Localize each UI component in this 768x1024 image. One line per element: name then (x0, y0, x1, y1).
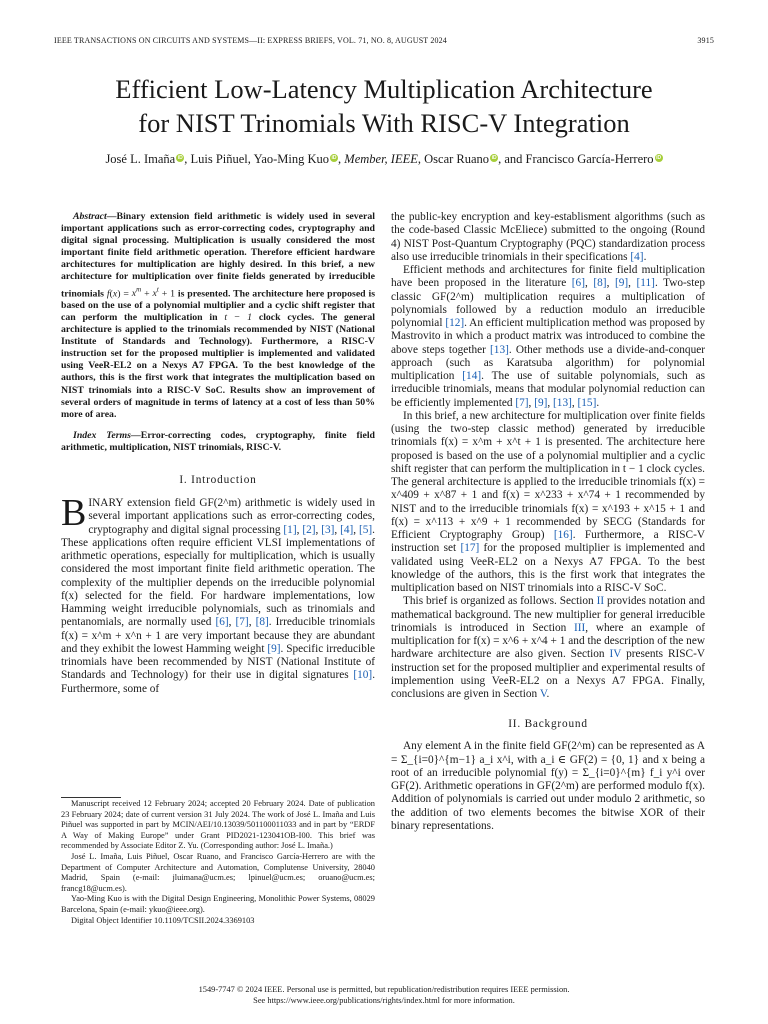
author-name: Yao-Ming Kuo (253, 152, 330, 166)
copyright-line: 1549-7747 © 2024 IEEE. Personal use is permitted, but republication/redistribution requires IEEE permission. (198, 985, 570, 994)
section-link[interactable]: II (596, 595, 605, 608)
index-terms (61, 430, 375, 454)
footnote-doi: Digital Object Identifier 10.1109/TCSII.2024.3369103 (71, 915, 255, 925)
intro-text: . Furthermore, some of (61, 669, 376, 695)
drop-cap: B (61, 492, 87, 535)
author-name: José L. Imaña (105, 152, 176, 166)
orcid-icon[interactable]: iD (656, 155, 662, 161)
running-head (54, 36, 714, 50)
footnote-manuscript: Manuscript received 12 February 2024; accepted 20 February 2024. Date of publication 23 February 2024; date of current version 31 July 2024. The work of José L. Imaña and Luis Piñuel was supported in part by MCIN/AEI/10.13039/501100011033 and in part by “ERDF A Way of Making Europe” under Grant PID2021-123041OB-I00. This brief was recommended by Associate Editor Z. Yu. (Corresponding author: José L. Imaña.) (61, 799, 375, 851)
citation-link[interactable]: [4] (630, 250, 644, 263)
body-text: In this brief, a new architecture for multiplication over finite fields (using the two-step classic method) generated by irreducible trinomials f(x) = x^m + x^t + 1 is presented. The architecture here proposed is based on the use of a polynomial multiplier and a cyclic shift register that can perform the multiplication in t − 1 clock cycles. The general architecture is applied to the irreducible trinomials f(x) = x^409 + x^87 + 1 and f(x) = x^233 + x^74 + 1 recommended by NIST and to the irreducible trinomials f(x) = x^193 + x^15 + 1 and f(x) = x^113 + x^9 + 1 recommended by SECG (Standards for Efficient Cryptography Group) (391, 409, 705, 541)
abstract-label: Abstract— (73, 211, 117, 222)
paper-title (40, 72, 728, 140)
body-paragraph: This brief is organized as follows. Section II provides notation and mathematical background. The new multiplier for general irreducible trinomials is introduced in Section III, where an example of multiplication for f(x) = x^6 + x^4 + 1 and the description of the new hardware architecture are also given. Section IV presents RISC-V instruction set for the proposed multiplier and experimental results of implemention using VeeR-EL2 on a Nexys A7 FPGA. Finally, conclusions are given in Section V. (391, 595, 706, 700)
abstract: Abstract—Binary extension field arithmetic is widely used in several important applications such as error-correcting codes, cryptography and digital signal processing. Multiplication is usually considered the most important finite field arithmetic operation. Therefore efficient hardware architectures for multiplication are highly desired. In this brief, a new architecture for multiplication over finite fields generated by irreducible trinomials $f(x) = x^m + x^t + 1$ is presented. The architecture here proposed is based on the use of a polynomial multiplier and a cyclic shift register that can perform the multiplication in t − 1 clock cycles. The general architecture is applied to the trinomials recommended by NIST (National Institute of Standards and Technology). Furthermore, a RISC-V instruction set for the proposed multiplier is implemented and validated using VeeR-EL2 on a Nexys A7 FPGA. To the best knowledge of the authors, this is the first work that integrates the multiplication based on NIST trinomials into a RISC-V SoC. Results show an improvement of several orders of magnitude in terms of latency at a cost of less than 50% more of area. (61, 211, 376, 420)
citation-link[interactable]: [9] (534, 396, 548, 409)
citation-link[interactable]: [2] (302, 523, 316, 536)
body-text: . The use of suitable polynomials, such as irreducible trinomials, means that modular polynomial reduction can be efficiently implemented (391, 370, 706, 409)
body-text: the public-key encryption and key-establisment algorithms (such as the code-based Classic McEliece) submitted to the ongoing (Round 4) NIST Post-Quantum Cryptography (PQC) standardization process also use irreducible trinomials in their specifications (391, 211, 705, 263)
body-text: , where an example of multiplication for f(x) = x^6 + x^4 + 1 and the description of the new hardware architecture are also given. Section (391, 621, 705, 661)
body-paragraph (391, 410, 705, 596)
author-name: Luis Piñuel (190, 152, 248, 166)
abstract-text-3: clock cycles. The general architecture is applied to the trinomials recommended by NIST (National Institute of Standards and Technology). Furthermore, a RISC-V instruction set for the proposed multiplier is implemented and validated using VeeR-EL2 on a Nexys A7 FPGA. To the best knowledge of the authors, this is the first work that integrates the multiplication based on NIST trinomials into a RISC-V SoC. Results show an improvement of several orders of magnitude in terms of latency at a cost of less than 50% more of area. (61, 312, 375, 420)
body-text: presents RISC-V instruction set for the proposed multiplier and experimental results of implemention using VeeR-EL2 on a Nexys A7 FPGA. Finally, conclusions are given in Section (391, 648, 706, 700)
citation-link[interactable]: [13] (553, 396, 572, 409)
citation-link[interactable]: [14] (462, 370, 482, 382)
citation-link[interactable]: [9] (614, 277, 629, 290)
body-text: . Furthermore, a RISC-V instruction set (391, 529, 706, 555)
body-text: This brief is organized as follows. Section (403, 595, 594, 608)
citation-link[interactable]: [11] (636, 277, 655, 290)
orcid-icon[interactable]: iD (331, 155, 337, 161)
orcid-icon[interactable]: iD (491, 155, 497, 161)
copyright-footer (40, 984, 728, 1006)
body-text: . Other methods use a divide-and-conquer approach (such as Karatsuba algorithm) for polynomial multiplication (391, 343, 705, 382)
footnote-affiliation-2: Yao-Ming Kuo is with the Digital Design Engineering, Monolithic Power Systems, 08029 Barcelona, Spain (e-mail: ykuo@ieee.org). (61, 894, 375, 914)
citation-link[interactable]: [16] (553, 529, 573, 541)
footnote-rule (61, 797, 121, 798)
intro-text: . Specific irreducible trinomials have been recommended by NIST (National Institute of Standards and Technology) for their use in digital signatures (61, 642, 375, 682)
citation-link[interactable]: [1] (283, 523, 297, 536)
citation-link[interactable]: [5] (358, 523, 373, 536)
body-text: for the proposed multiplier is implemented and validated using VeeR-EL2 on a Nexys A7 FPGA. To the best knowledge of the authors, this is the first work that integrates the multiplication based on NIST trinomials into a RISC-V SoC. (391, 542, 705, 594)
footnote-affiliation: José L. Imaña, Luis Piñuel, Oscar Ruano, and Francisco García-Herrero are with the Department of Computer Architecture and Automation, Complutense University, 28040 Madrid, Spain (e-mail: jluimana@ucm.es; lpinuel@ucm.es; oruano@ucm.es; francg18@ucm.es). (61, 851, 375, 893)
right-column (391, 211, 705, 833)
body-text: provides notation and mathematical background. The new multiplier for general irreducible trinomials is introduced in Section (391, 595, 706, 634)
citation-link[interactable]: [15] (577, 396, 597, 409)
citation-link[interactable]: [8] (255, 616, 269, 629)
author-list: José L. Imaña iD , Luis Piñuel, Yao-Ming Kuo iD , Member, IEEE, Oscar Ruano iD , and Francisco García-Herrero iD (105, 152, 662, 166)
citation-link[interactable]: [6] (215, 616, 229, 629)
body-text: . Two-step classic GF(2^m) multiplication requires a multiplication of polynomials followed by a reduction modulo an irreducible polynomial (391, 277, 705, 329)
body-text: . An efficient multiplication method was proposed by Mastrovito in which a product matrix was introduced to combine the above steps together (391, 317, 705, 356)
journal-name: IEEE TRANSACTIONS ON CIRCUITS AND SYSTEMS—II: EXPRESS BRIEFS, VOL. 71, NO. 8, AUGUST 2024 (54, 36, 447, 45)
body-paragraph: Any element A in the finite field GF(2^m) can be represented as A = Σ_{i=0}^{m−1} a_i x^i, with a_i ∈ GF(2) = {0, 1} and x being a root of an irreducible polynomial f(y) = Σ_{i=0}^{m} f_i y^i over GF(2). Arithmetic operations in GF(2^m) are performed modulo f(x). Addition of polynomials is carried out under modulo 2 arithmetic, so the addition of two elements becomes the bitwise XOR of their binary representations. (391, 740, 706, 832)
citation-link[interactable]: [12] (445, 317, 465, 329)
abstract-math: f (106, 287, 110, 299)
body-paragraph: Efficient methods and architectures for finite field multiplication have been proposed in the literature [6], [8], [9], [11]. Two-step classic GF(2^m) multiplication requires a multiplication of polynomials followed by a reduction modulo an irreducible polynomial [12]. An efficient multiplication method was proposed by Mastrovito in which a product matrix was introduced to combine the above steps together [13]. Other methods use a divide-and-conquer approach (such as Karatsuba algorithm) for polynomial multiplication [14]. The use of suitable polynomials, such as irreducible trinomials, means that modular polynomial reduction can be efficiently implemented [7], [9], [13], [15]. (391, 264, 706, 409)
citation-link[interactable]: [7] (515, 396, 529, 409)
author-name: Francisco García-Herrero (525, 152, 654, 166)
citation-link[interactable]: [6] (571, 277, 585, 290)
abstract-text-2: is presented. The architecture here proposed is based on the use of a polynomial multiplier and a cyclic shift register that can perform the multiplication in (61, 287, 376, 324)
section-heading: I. Introduction (179, 474, 257, 487)
author-name: Oscar Ruano (424, 152, 490, 166)
body-text: Efficient methods and architectures for finite field multiplication have been proposed in the literature (391, 264, 705, 290)
index-terms-text: Error-correcting codes, cryptography, finite field arithmetic, multiplication, NIST trinomials, RISC-V. (61, 429, 375, 453)
abstract-text: Binary extension field arithmetic is widely used in several important applications such as error-correcting codes, cryptography and digital signal processing. Multiplication is usually considered the most important finite field arithmetic operation. Therefore efficient hardware architectures for multiplication are highly desired. In this brief, a new architecture for multiplication over finite fields generated by irreducible trinomials (61, 211, 375, 299)
title-line-2: for NIST Trinomials With RISC-V Integration (138, 108, 630, 138)
section-link[interactable]: III (574, 621, 586, 634)
section-heading: II. Background (508, 718, 588, 731)
intro-text: . These applications often require efficient VLSI implementations of arithmetic operations, especially for multiplication, which is usually considered the most important finite field arithmetic operation. The complexity of the multiplier depends on the irreducible polynomial f(x) selected for the field. For hardware implementations, low Hamming weight irreducible polynomials, such as trinomials and pentanomials, are normally used (61, 523, 375, 629)
citation-link[interactable]: [3] (321, 523, 335, 536)
abstract-math-2: t − 1 (224, 312, 253, 324)
intro-text: . Irreducible trinomials f(x) = x^m + x^n + 1 are very important because they are abundant and they exhibit the lowest Hamming weight (61, 616, 375, 655)
citation-link[interactable]: [13] (490, 343, 509, 356)
index-terms-label: Index Terms— (73, 429, 141, 441)
intro-text: INARY extension field GF(2^m) arithmetic is widely used in several important applications such as error-correcting codes, cryptography and digital signal processing (88, 497, 375, 536)
citation-link[interactable]: [17] (460, 542, 480, 555)
author-role: Member, IEEE (344, 152, 418, 166)
section-link[interactable]: IV (609, 648, 622, 661)
intro-paragraph: BINARY extension field GF(2^m) arithmetic is widely used in several important applications such as error-correcting codes, cryptography and digital signal processing [1], [2], [3], [4], [5]. These applications often require efficient VLSI implementations of arithmetic operations, especially for multiplication, which is usually considered the most important finite field arithmetic operation. The complexity of the multiplier depends on the irreducible polynomial f(x) selected for the field. For hardware implementations, low Hamming weight irreducible polynomials, such as trinomials and pentanomials, are normally used [6], [7], [8]. Irreducible trinomials f(x) = x^m + x^n + 1 are very important because they are abundant and they exhibit the lowest Hamming weight [9]. Specific irreducible trinomials have been recommended by NIST (National Institute of Standards and Technology) for their use in digital signatures [10]. Furthermore, some of (61, 492, 376, 695)
citation-link[interactable]: [4] (340, 523, 354, 536)
citation-link[interactable]: [7] (235, 616, 249, 629)
title-line-1: Efficient Low-Latency Multiplication Architecture (115, 74, 653, 104)
citation-link[interactable]: [10] (353, 669, 373, 682)
body-paragraph: the public-key encryption and key-establisment algorithms (such as the code-based Classic McEliece) submitted to the ongoing (Round 4) NIST Post-Quantum Cryptography (PQC) standardization process also use irreducible trinomials in their specifications [4]. (391, 211, 705, 263)
footnotes (61, 799, 375, 926)
left-column (61, 211, 375, 696)
rights-link-line: See https://www.ieee.org/publications/rights/index.html for more information. (253, 996, 515, 1005)
citation-link[interactable]: [9] (267, 642, 281, 655)
section-link[interactable]: V (539, 688, 547, 700)
citation-link[interactable]: [8] (593, 277, 607, 290)
author-conjunction: and (504, 152, 523, 166)
orcid-icon[interactable]: iD (177, 155, 183, 161)
page-number: 3915 (697, 36, 714, 45)
